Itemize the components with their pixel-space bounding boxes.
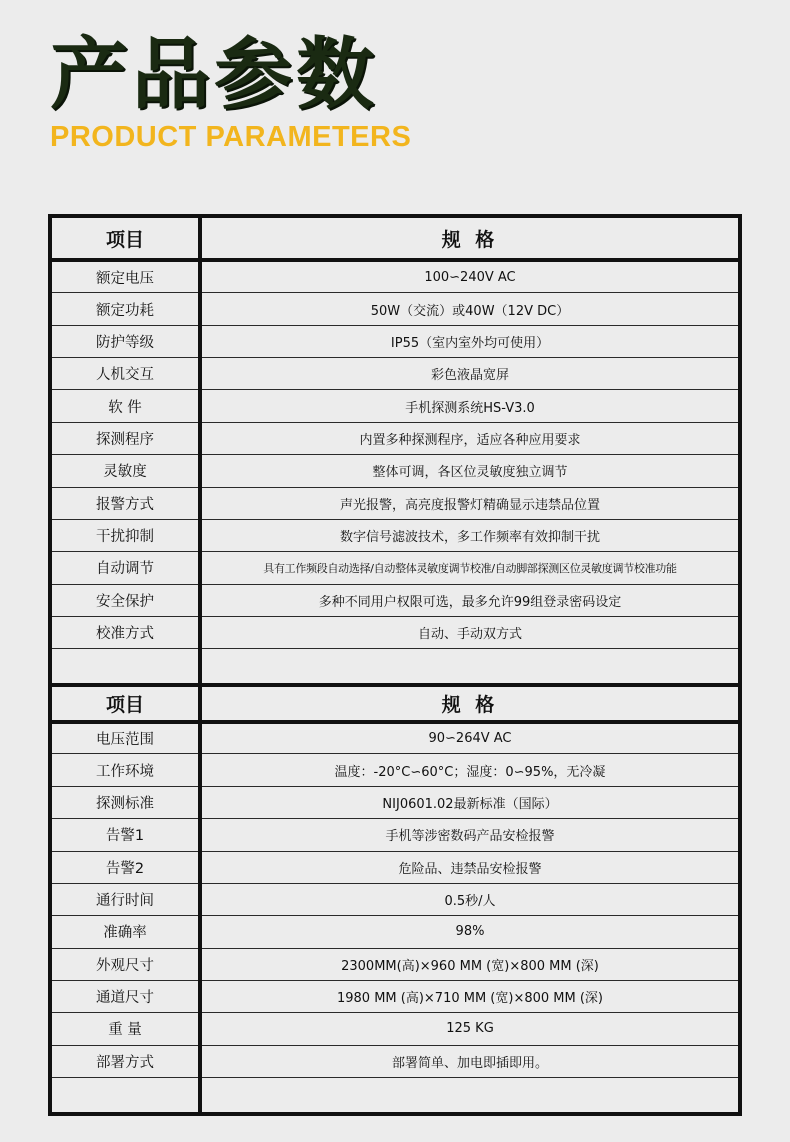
table-row (50, 980, 740, 1012)
page-header (50, 30, 411, 154)
table-row (50, 584, 740, 616)
empty-cell (50, 1078, 200, 1114)
row-item: 校准方式 (50, 616, 200, 648)
page-title: 产品参数 (50, 30, 379, 120)
row-value: 98% (200, 916, 740, 948)
table-row (50, 260, 740, 292)
empty-cell (200, 649, 740, 685)
row-value: 具有工作频段自动选择/自动整体灵敏度调节校准/自动脚部探测区位灵敏度调节校准功能 (200, 552, 740, 584)
row-value: 100∽240V AC (200, 260, 740, 292)
table-row (50, 786, 740, 818)
table-row (50, 325, 740, 357)
row-item: 通道尺寸 (50, 980, 200, 1012)
empty-row (50, 1078, 740, 1114)
table-row (50, 819, 740, 851)
table-row (50, 916, 740, 948)
row-item: 告警1 (50, 819, 200, 851)
row-item: 告警2 (50, 851, 200, 883)
table-row (50, 722, 740, 754)
table-row (50, 616, 740, 648)
row-value: 部署简单、加电即插即用。 (200, 1045, 740, 1077)
row-value: 50W（交流）或40W（12V DC） (200, 293, 740, 325)
table-row (50, 422, 740, 454)
table-row (50, 552, 740, 584)
table-row (50, 487, 740, 519)
row-value: 手机探测系统HS-V3.0 (200, 390, 740, 422)
header-item: 项目 (50, 216, 200, 260)
row-value: 温度：-20°C∽60°C；湿度：0∽95%，无冷凝 (200, 754, 740, 786)
table-row (50, 754, 740, 786)
row-item: 工作环境 (50, 754, 200, 786)
row-item: 重 量 (50, 1013, 200, 1045)
parameters-table (48, 214, 742, 1116)
row-item: 灵敏度 (50, 455, 200, 487)
row-item: 干扰抑制 (50, 519, 200, 551)
table-row (50, 1045, 740, 1077)
table-row (50, 358, 740, 390)
table-row (50, 519, 740, 551)
row-item: 报警方式 (50, 487, 200, 519)
row-value: 数字信号滤波技术，多工作频率有效抑制干扰 (200, 519, 740, 551)
row-value: 2300MM(高)×960 MM (宽)×800 MM (深) (200, 948, 740, 980)
row-item: 探测标准 (50, 786, 200, 818)
table-header-row (50, 216, 740, 260)
table-row (50, 293, 740, 325)
header-item: 项目 (50, 685, 200, 721)
row-value: 危险品、违禁品安检报警 (200, 851, 740, 883)
row-item: 探测程序 (50, 422, 200, 454)
row-item: 自动调节 (50, 552, 200, 584)
table-row (50, 455, 740, 487)
row-value: 125 KG (200, 1013, 740, 1045)
row-value: IP55（室内室外均可使用） (200, 325, 740, 357)
row-value: NIJ0601.02最新标准（国际） (200, 786, 740, 818)
row-item: 准确率 (50, 916, 200, 948)
row-value: 整体可调，各区位灵敏度独立调节 (200, 455, 740, 487)
row-item: 额定功耗 (50, 293, 200, 325)
row-item: 防护等级 (50, 325, 200, 357)
header-spec: 规 格 (200, 216, 740, 260)
row-item: 电压范围 (50, 722, 200, 754)
table-row (50, 390, 740, 422)
empty-cell (200, 1078, 740, 1114)
table-header-row (50, 685, 740, 721)
empty-row (50, 649, 740, 685)
table-row (50, 948, 740, 980)
row-value: 声光报警，高亮度报警灯精确显示违禁品位置 (200, 487, 740, 519)
empty-cell (50, 649, 200, 685)
row-value: 0.5秒/人 (200, 883, 740, 915)
page-subtitle: PRODUCT PARAMETERS (50, 121, 412, 153)
row-item: 部署方式 (50, 1045, 200, 1077)
row-item: 安全保护 (50, 584, 200, 616)
row-value: 90∽264V AC (200, 722, 740, 754)
row-item: 外观尺寸 (50, 948, 200, 980)
row-value: 1980 MM (高)×710 MM (宽)×800 MM (深) (200, 980, 740, 1012)
row-value: 内置多种探测程序，适应各种应用要求 (200, 422, 740, 454)
table-row (50, 1013, 740, 1045)
row-item: 通行时间 (50, 883, 200, 915)
row-value: 自动、手动双方式 (200, 616, 740, 648)
row-value: 彩色液晶宽屏 (200, 358, 740, 390)
row-value: 多种不同用户权限可选，最多允许99组登录密码设定 (200, 584, 740, 616)
header-spec: 规 格 (200, 685, 740, 721)
row-item: 软 件 (50, 390, 200, 422)
row-item: 额定电压 (50, 260, 200, 292)
row-value: 手机等涉密数码产品安检报警 (200, 819, 740, 851)
table-row (50, 851, 740, 883)
row-item: 人机交互 (50, 358, 200, 390)
table-row (50, 883, 740, 915)
